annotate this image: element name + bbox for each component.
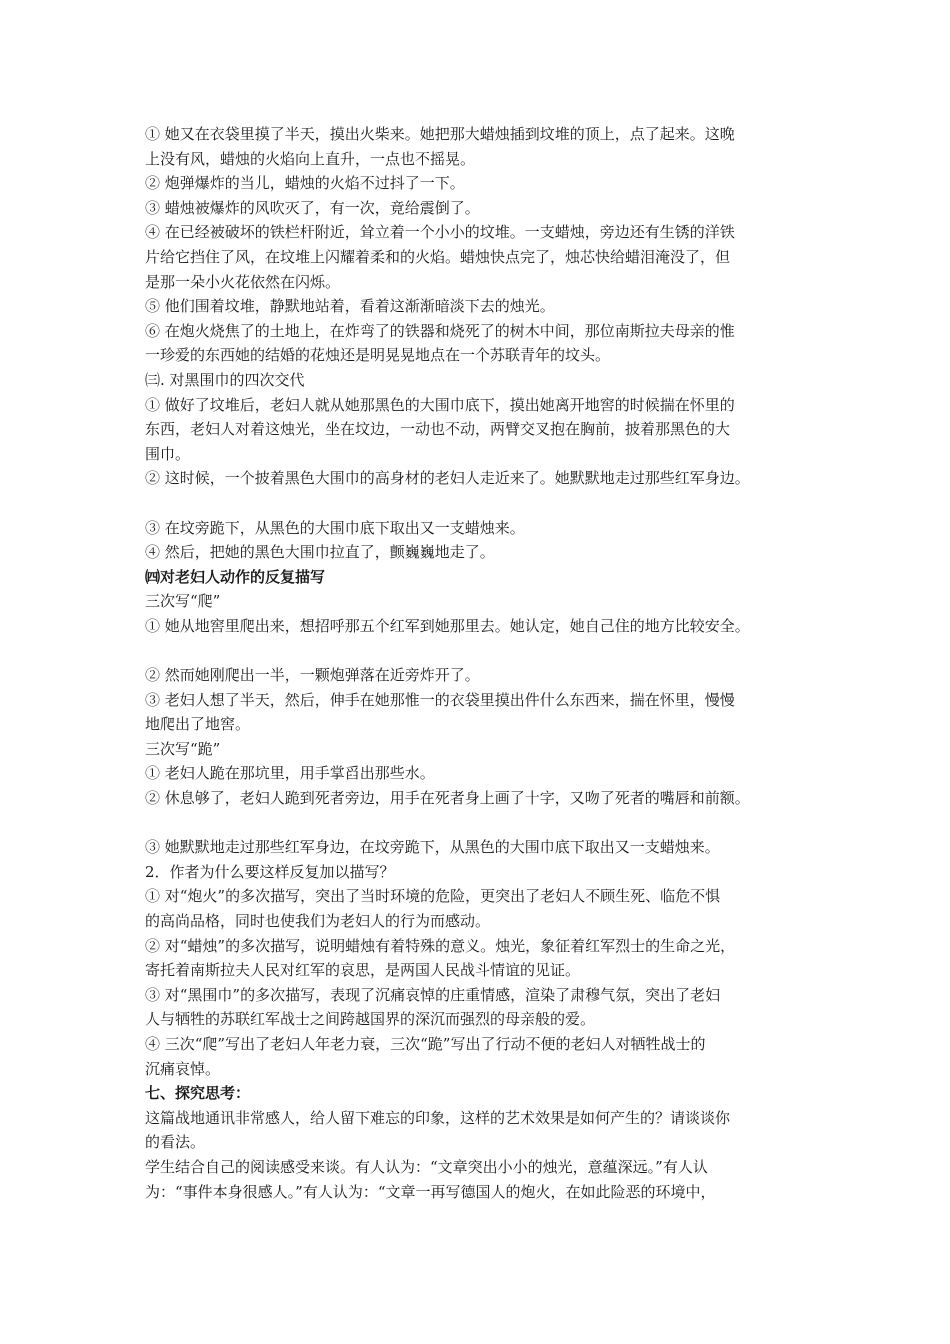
- text-line: 的看法。: [145, 1133, 206, 1152]
- blank-line: [145, 491, 817, 516]
- text-line: 片给它挡住了风，在坟堆上闪耀着柔和的火焰。蜡烛快点完了，烛芯快给蜡泪淹没了，但: [145, 247, 731, 266]
- text-line: 三次写“跪”: [145, 739, 221, 758]
- text-line: ① 做好了坟堆后，老妇人就从她那黑色的大围巾底下，摸出她离开地窖的时候揣在怀里的: [145, 395, 735, 414]
- text-line: 是那一朵小火花依然在闪烁。: [145, 272, 341, 291]
- text-line: ② 炮弹爆炸的当儿，蜡烛的火焰不过抖了一下。: [145, 174, 465, 193]
- text-line: ⑥ 在炮火烧焦了的土地上，在炸弯了的铁器和烧死了的树木中间，那位南斯拉夫母亲的惟: [145, 321, 735, 340]
- text-line: 学生结合自己的阅读感受来谈。有人认为：“文章突出小小的烛光，意蕴深远。”有人认: [145, 1157, 708, 1176]
- section-heading: ㈣对老妇人动作的反复描写: [145, 567, 326, 586]
- text-line: 人与牺牲的苏联红军战士之间跨越国界的深沉而强烈的母亲般的爱。: [145, 1010, 596, 1029]
- text-line: ① 她又在衣袋里摸了半天，摸出火柴来。她把那大蜡烛插到坟堆的顶上，点了起来。这晚: [145, 125, 735, 143]
- text-line: 寄托着南斯拉夫人民对红军的哀思，是两国人民战斗情谊的见证。: [145, 961, 581, 980]
- text-line: ① 对“炮火”的多次描写，突出了当时环境的危险，更突出了老妇人不顾生死、临危不惧: [145, 887, 721, 906]
- text-line: ③ 在坟旁跪下，从黑色的大围巾底下取出又一支蜡烛来。: [145, 518, 525, 537]
- text-line: ② 然而她刚爬出一半，一颗炮弹落在近旁炸开了。: [145, 666, 480, 685]
- text-line: ② 对“蜡烛”的多次描写，说明蜡烛有着特殊的意义。烛光，象征着红军烈士的生命之光，: [145, 936, 736, 955]
- text-line: ③ 对“黑围巾”的多次描写，表现了沉痛哀悼的庄重情感，渲染了肃穆气氛，突出了老妇: [145, 985, 721, 1004]
- text-line: ③ 老妇人想了半天，然后，伸手在她那惟一的衣袋里摸出件什么东西来，揣在怀里，慢慢: [145, 690, 735, 709]
- text-line: 为：“事件本身很感人。”有人认为：“文章一再写德国人的炮火，在如此险恶的环境中，: [145, 1182, 716, 1201]
- section-heading: 七、探究思考：: [145, 1084, 251, 1103]
- blank-line: [145, 811, 817, 836]
- text-line: 地爬出了地窖。: [145, 715, 251, 734]
- text-line: ④ 然后，把她的黑色大围巾拉直了，颤巍巍地走了。: [145, 543, 495, 562]
- text-line: ④ 三次“爬”写出了老妇人年老力衰，三次“跪”写出了行动不便的老妇人对牺牲战士的: [145, 1034, 706, 1053]
- text-line: ① 老妇人跪在那坑里，用手掌舀出那些水。: [145, 764, 435, 783]
- text-line: ㈢. 对黑围巾的四次交代: [145, 370, 305, 389]
- text-line: 沉痛哀悼。: [145, 1059, 221, 1078]
- text-line: ③ 她默默地走过那些红军身边，在坟旁跪下，从黑色的大围巾底下取出又一支蜡烛来。: [145, 838, 720, 857]
- document-body: [145, 122, 817, 1204]
- text-line: ② 这时候，一个披着黑色大围巾的高身材的老妇人走近来了。她默默地走过那些红军身边。: [145, 469, 750, 488]
- text-line: ⑤ 他们围着坟堆，静默地站着，看着这渐渐暗淡下去的烛光。: [145, 297, 555, 316]
- text-line: 三次写“爬”: [145, 592, 221, 611]
- text-line: 围巾。: [145, 444, 191, 463]
- text-line: 2．作者为什么要这样反复加以描写？: [145, 862, 395, 881]
- text-line: ③ 蜡烛被爆炸的风吹灭了，有一次，竟给震倒了。: [145, 198, 480, 217]
- text-line: 一珍爱的东西她的结婚的花烛还是明晃晃地点在一个苏联青年的坟头。: [145, 346, 611, 365]
- text-line: 这篇战地通讯非常感人，给人留下难忘的印象，这样的艺术效果是如何产生的？请谈谈你: [145, 1108, 731, 1127]
- text-line: ④ 在已经被破坏的铁栏杆附近，耸立着一个小小的坟堆。一支蜡烛，旁边还有生锈的洋铁: [145, 223, 735, 242]
- text-line: 的高尚品格，同时也使我们为老妇人的行为而感动。: [145, 912, 491, 930]
- text-line: ① 她从地窖里爬出来，想招呼那五个红军到她那里去。她认定，她自己住的地方比较安全。: [145, 616, 750, 635]
- text-line: 上没有风，蜡烛的火焰向上直升，一点也不摇晃。: [145, 149, 476, 168]
- text-line: ② 休息够了，老妇人跪到死者旁边，用手在死者身上画了十字，又吻了死者的嘴唇和前额。: [145, 789, 750, 808]
- blank-line: [145, 638, 817, 663]
- text-line: 东西，老妇人对着这烛光，坐在坟边，一动也不动，两臂交叉抱在胸前，披着那黑色的大: [145, 420, 731, 439]
